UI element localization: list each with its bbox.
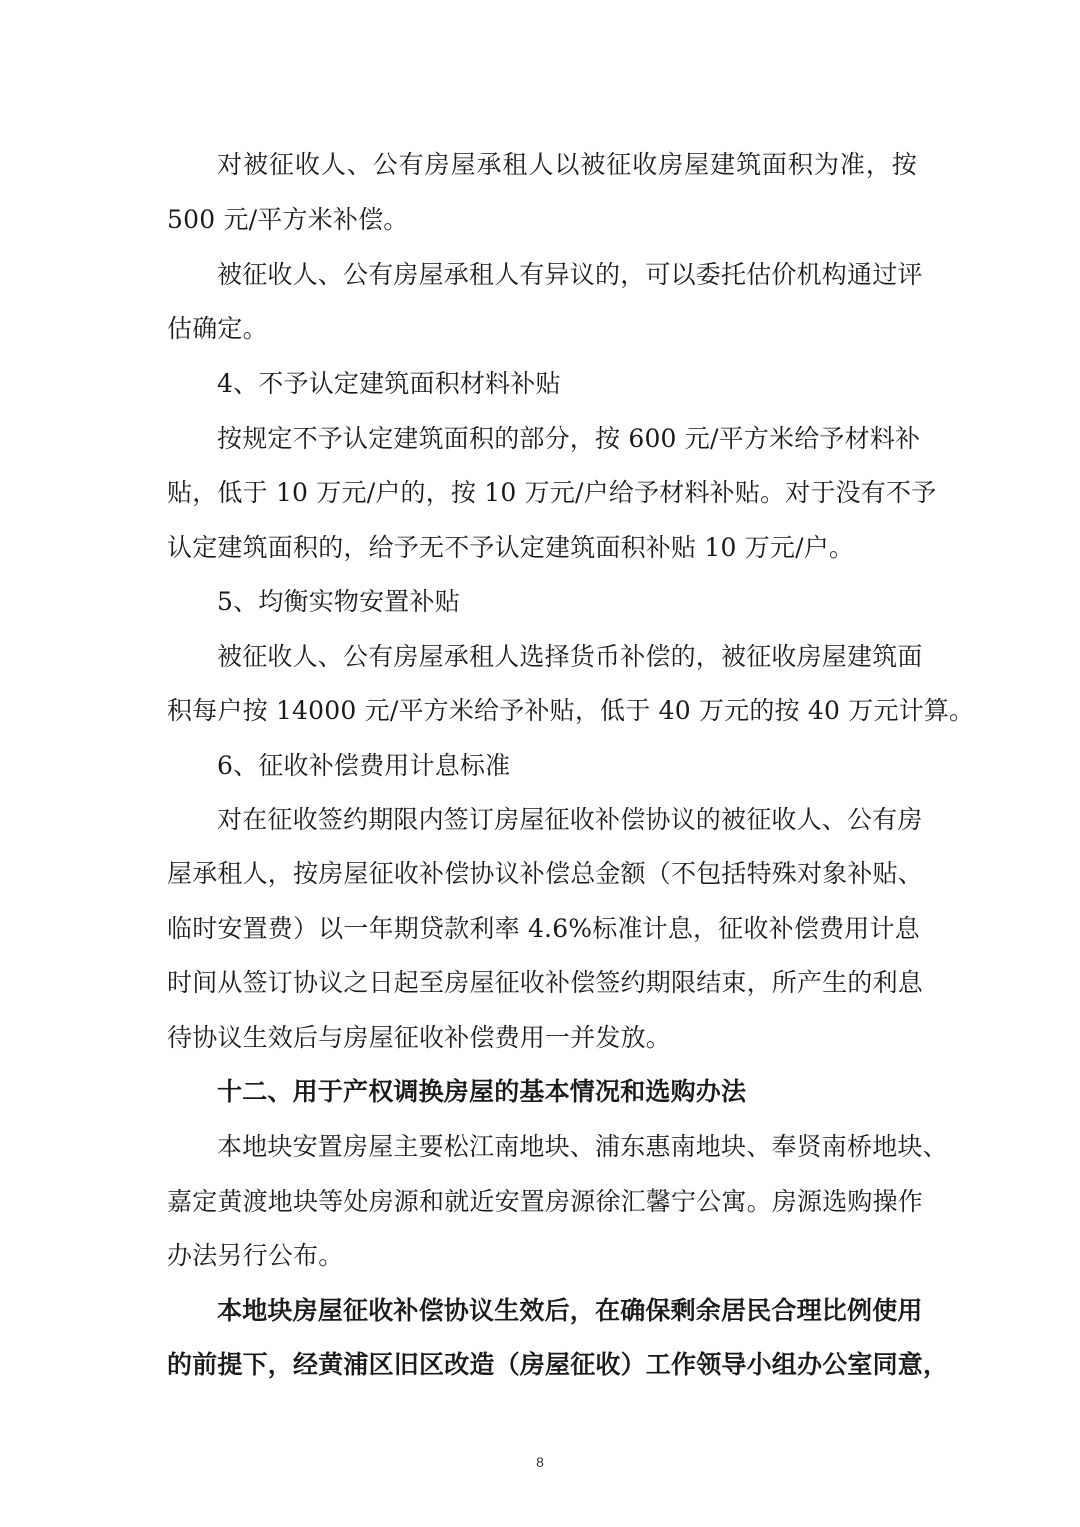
page-number: 8 [536, 1454, 544, 1470]
paragraph-line: 贴，低于 10 万元/户的，按 10 万元/户给予材料补贴。对于没有不予 [167, 478, 937, 507]
paragraph-line: 屋承租人，按房屋征收补偿协议补偿总金额（不包括特殊对象补贴、 [167, 859, 924, 888]
paragraph-line: 对被征收人、公有房屋承租人以被征收房屋建筑面积为准，按 [217, 150, 917, 179]
paragraph-line: 被征收人、公有房屋承租人有异议的，可以委托估价机构通过评 [217, 260, 923, 289]
paragraph-line: 按规定不予认定建筑面积的部分，按 600 元/平方米给予材料补 [217, 424, 921, 453]
paragraph-line: 的前提下，经黄浦区旧区改造（房屋征收）工作领导小组办公室同意， [167, 1350, 949, 1379]
paragraph-line: 本地块房屋征收补偿协议生效后，在确保剩余居民合理比例使用 [217, 1296, 923, 1325]
paragraph-line: 办法另行公布。 [167, 1241, 344, 1270]
paragraph-line: 时间从签订协议之日起至房屋征收补偿签约期限结束，所产生的利息 [167, 968, 924, 997]
paragraph-line: 嘉定黄渡地块等处房源和就近安置房源徐汇馨宁公寓。房源选购操作 [167, 1187, 924, 1216]
paragraph-line: 500 元/平方米补偿。 [167, 205, 409, 234]
paragraph-line: 本地块安置房屋主要松江南地块、浦东惠南地块、奉贤南桥地块、 [217, 1132, 948, 1161]
paragraph-line: 积每户按 14000 元/平方米给予补贴，低于 40 万元的按 40 万元计算。 [167, 696, 975, 725]
paragraph-line: 被征收人、公有房屋承租人选择货币补偿的，被征收房屋建筑面 [217, 642, 923, 671]
paragraph-line: 估确定。 [167, 314, 268, 343]
section-heading: 5、均衡实物安置补贴 [217, 587, 460, 616]
paragraph-line: 认定建筑面积的，给予无不予认定建筑面积补贴 10 万元/户。 [167, 533, 855, 562]
section-heading: 6、征收补偿费用计息标准 [217, 751, 511, 780]
paragraph-line: 对在征收签约期限内签订房屋征收补偿协议的被征收人、公有房 [217, 805, 923, 834]
paragraph-line: 临时安置费）以一年期贷款利率 4.6%标准计息，征收补偿费用计息 [167, 914, 920, 943]
paragraph-line: 待协议生效后与房屋征收补偿费用一并发放。 [167, 1023, 672, 1052]
chapter-heading: 十二、用于产权调换房屋的基本情况和选购办法 [217, 1077, 747, 1106]
section-heading: 4、不予认定建筑面积材料补贴 [217, 369, 561, 398]
